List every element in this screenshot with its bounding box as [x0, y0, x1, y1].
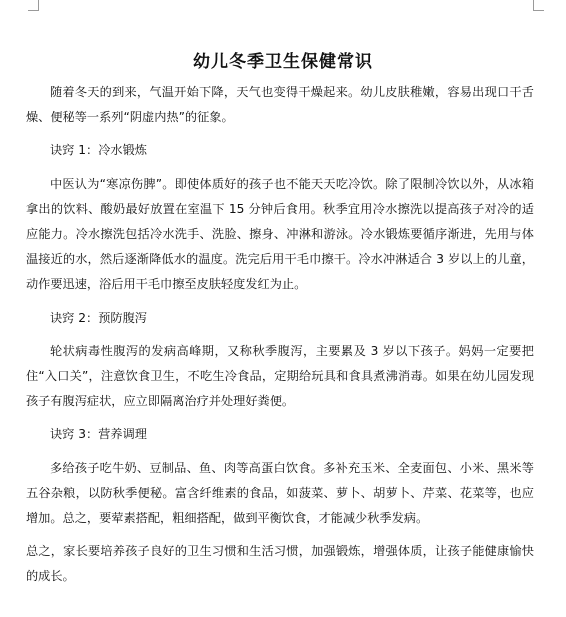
- page-corner-mark-top-left: [28, 0, 39, 11]
- document-title: 幼儿冬季卫生保健常识: [193, 52, 373, 72]
- page-corner-mark-top-right: [533, 0, 544, 11]
- section-heading-3: 诀窍 3：营养调理: [50, 427, 147, 442]
- conclusion-paragraph: 总之，家长要培养孩子良好的卫生习惯和生活习惯，加强锻炼，增强体质，让孩子能健康愉快的成长。: [26, 544, 534, 584]
- section-body-2: 轮状病毒性腹泻的发病高峰期，又称秋季腹泻，主要累及 3 岁以下孩子。妈妈一定要把住“入口关”，注意饮食卫生，不吃生冷食品，定期给玩具和食具煮沸消毒。如果在幼儿园发现孩子有腹泻症状，应立即隔离治疗并处理好粪便。: [26, 343, 534, 409]
- intro-paragraph: 随着冬天的到来，气温开始下降，天气也变得干燥起来。幼儿皮肤稚嫩，容易出现口干舌燥、便秘等一系列“阴虚内热”的征象。: [26, 85, 534, 125]
- section-body-1: 中医认为“寒凉伤脾”。即使体质好的孩子也不能天天吃冷饮。除了限制冷饮以外，从冰箱拿出的饮料、酸奶最好放置在室温下 15 分钟后食用。秋季宜用冷水擦洗以提高孩子对冷的适应能力。冷水擦洗包括冷水洗手、洗脸、擦身、冲淋和游泳。冷水锻炼要循序渐进，先用与体温接近的水，然后逐渐降低水的温度。洗完后用干毛巾擦干。冷水冲淋适合 3 岁以上的儿童，动作要迅速，浴后用干毛巾擦至皮肤轻度发红为止。: [26, 176, 534, 292]
- section-heading-1: 诀窍 1：冷水锻炼: [50, 143, 147, 158]
- document-body: [26, 80, 534, 590]
- section-body-3: 多给孩子吃牛奶、豆制品、鱼、肉等高蛋白饮食。多补充玉米、全麦面包、小米、黑米等五谷杂粮，以防秋季便秘。富含纤维素的食品，如菠菜、萝卜、胡萝卜、芹菜、花菜等，也应增加。总之，要荤素搭配，粗细搭配，做到平衡饮食，才能减少秋季发病。: [26, 460, 534, 526]
- section-heading-2: 诀窍 2：预防腹泻: [50, 310, 147, 325]
